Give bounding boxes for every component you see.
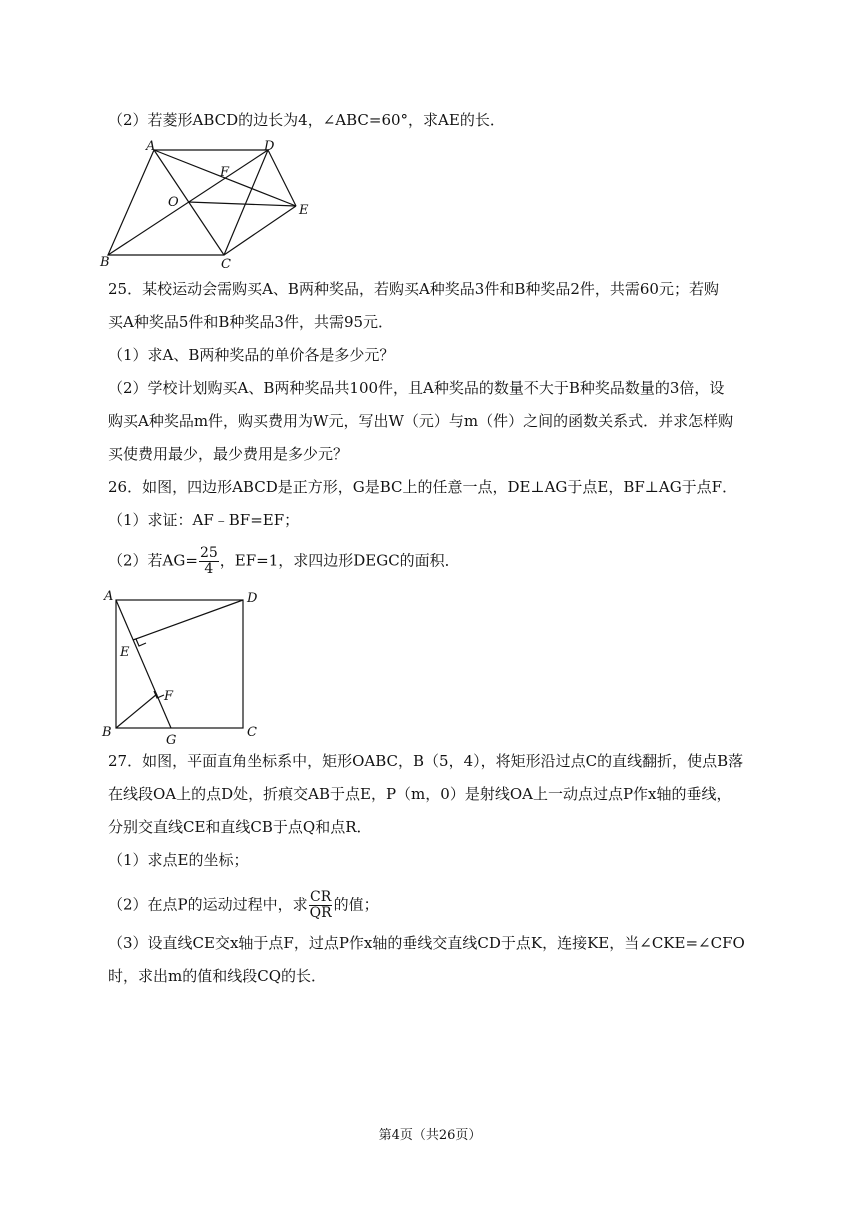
label-a: A — [104, 589, 114, 604]
label-c: C — [247, 725, 257, 740]
page-footer: 第4页（共26页） — [378, 1128, 482, 1143]
fraction-25-over-4 — [199, 546, 219, 577]
label-a: A — [146, 139, 156, 154]
q25-line6: 买使费用最少，最少费用是多少元？ — [108, 445, 349, 463]
fraction-denominator: 4 — [204, 561, 214, 577]
q25-line2: 买A种奖品5件和B种奖品3件，共需95元． — [108, 313, 394, 331]
q25-line5: 购买A种奖品m件，购买费用为W元，写出W（元）与m（件）之间的函数关系式．并求怎样购 — [108, 412, 734, 430]
q25-line4: （2）学校计划购买A、B两种奖品共100件，且A种奖品的数量不大于B种奖品数量的3倍，设 — [108, 379, 725, 397]
rhombus-diagram — [96, 138, 326, 270]
square-diagram — [98, 586, 268, 746]
q26-line3 — [108, 546, 460, 577]
fraction-denominator: QR — [309, 905, 332, 921]
q24-part2: （2）若菱形ABCD的边长为4，∠ABC=60°，求AE的长． — [108, 111, 505, 129]
label-b: B — [100, 255, 110, 270]
q27-line5-prefix: （2）在点P的运动过程中，求 — [108, 895, 308, 914]
fraction-numerator: 25 — [199, 545, 218, 561]
label-f: F — [220, 165, 230, 180]
q27-line2: 在线段OA上的点D处，折痕交AB于点E，P（m，0）是射线OA上一动点过点P作x轴的垂线， — [108, 785, 732, 803]
q27-line7: 时，求出m的值和线段CQ的长． — [108, 967, 326, 985]
label-o: O — [168, 195, 179, 210]
q27-line4: （1）求点E的坐标； — [108, 851, 249, 869]
square-figure — [98, 586, 268, 750]
label-e: E — [299, 203, 309, 218]
q25-line1: 25．某校运动会需购买A、B两种奖品，若购买A种奖品3件和B种奖品2件，共需60元；若购 — [108, 280, 719, 298]
label-b: B — [102, 725, 112, 740]
label-d: D — [247, 591, 258, 606]
label-d: D — [264, 139, 275, 154]
fraction-numerator: CR — [310, 889, 332, 905]
rhombus-figure — [96, 138, 326, 274]
q25-line3: （1）求A、B两种奖品的单价各是多少元？ — [108, 346, 395, 364]
q27-line6: （3）设直线CE交x轴于点F，过点P作x轴的垂线交直线CD于点K，连接KE，当∠CKE=∠CFO — [108, 934, 745, 952]
q27-line1: 27．如图，平面直角坐标系中，矩形OABC，B（5，4），将矩形沿过点C的直线翻折，使点B落 — [108, 752, 744, 770]
q26-line3-prefix: （2）若AG= — [108, 551, 198, 570]
label-c: C — [221, 257, 231, 270]
label-f: F — [164, 689, 174, 704]
q26-line3-suffix: ，EF=1，求四边形DEGC的面积． — [219, 551, 460, 570]
q26-line1: 26．如图，四边形ABCD是正方形，G是BC上的任意一点，DE⊥AG于点E，BF⊥AG于点F． — [108, 478, 738, 496]
label-g: G — [166, 733, 177, 746]
q27-line5-suffix: 的值； — [333, 895, 379, 914]
fraction-cr-over-qr — [309, 890, 333, 921]
q26-line2: （1）求证：AF﹣BF=EF； — [108, 511, 300, 529]
label-e: E — [120, 645, 130, 660]
q27-line5 — [108, 890, 379, 921]
q27-line3: 分别交直线CE和直线CB于点Q和点R． — [108, 818, 372, 836]
